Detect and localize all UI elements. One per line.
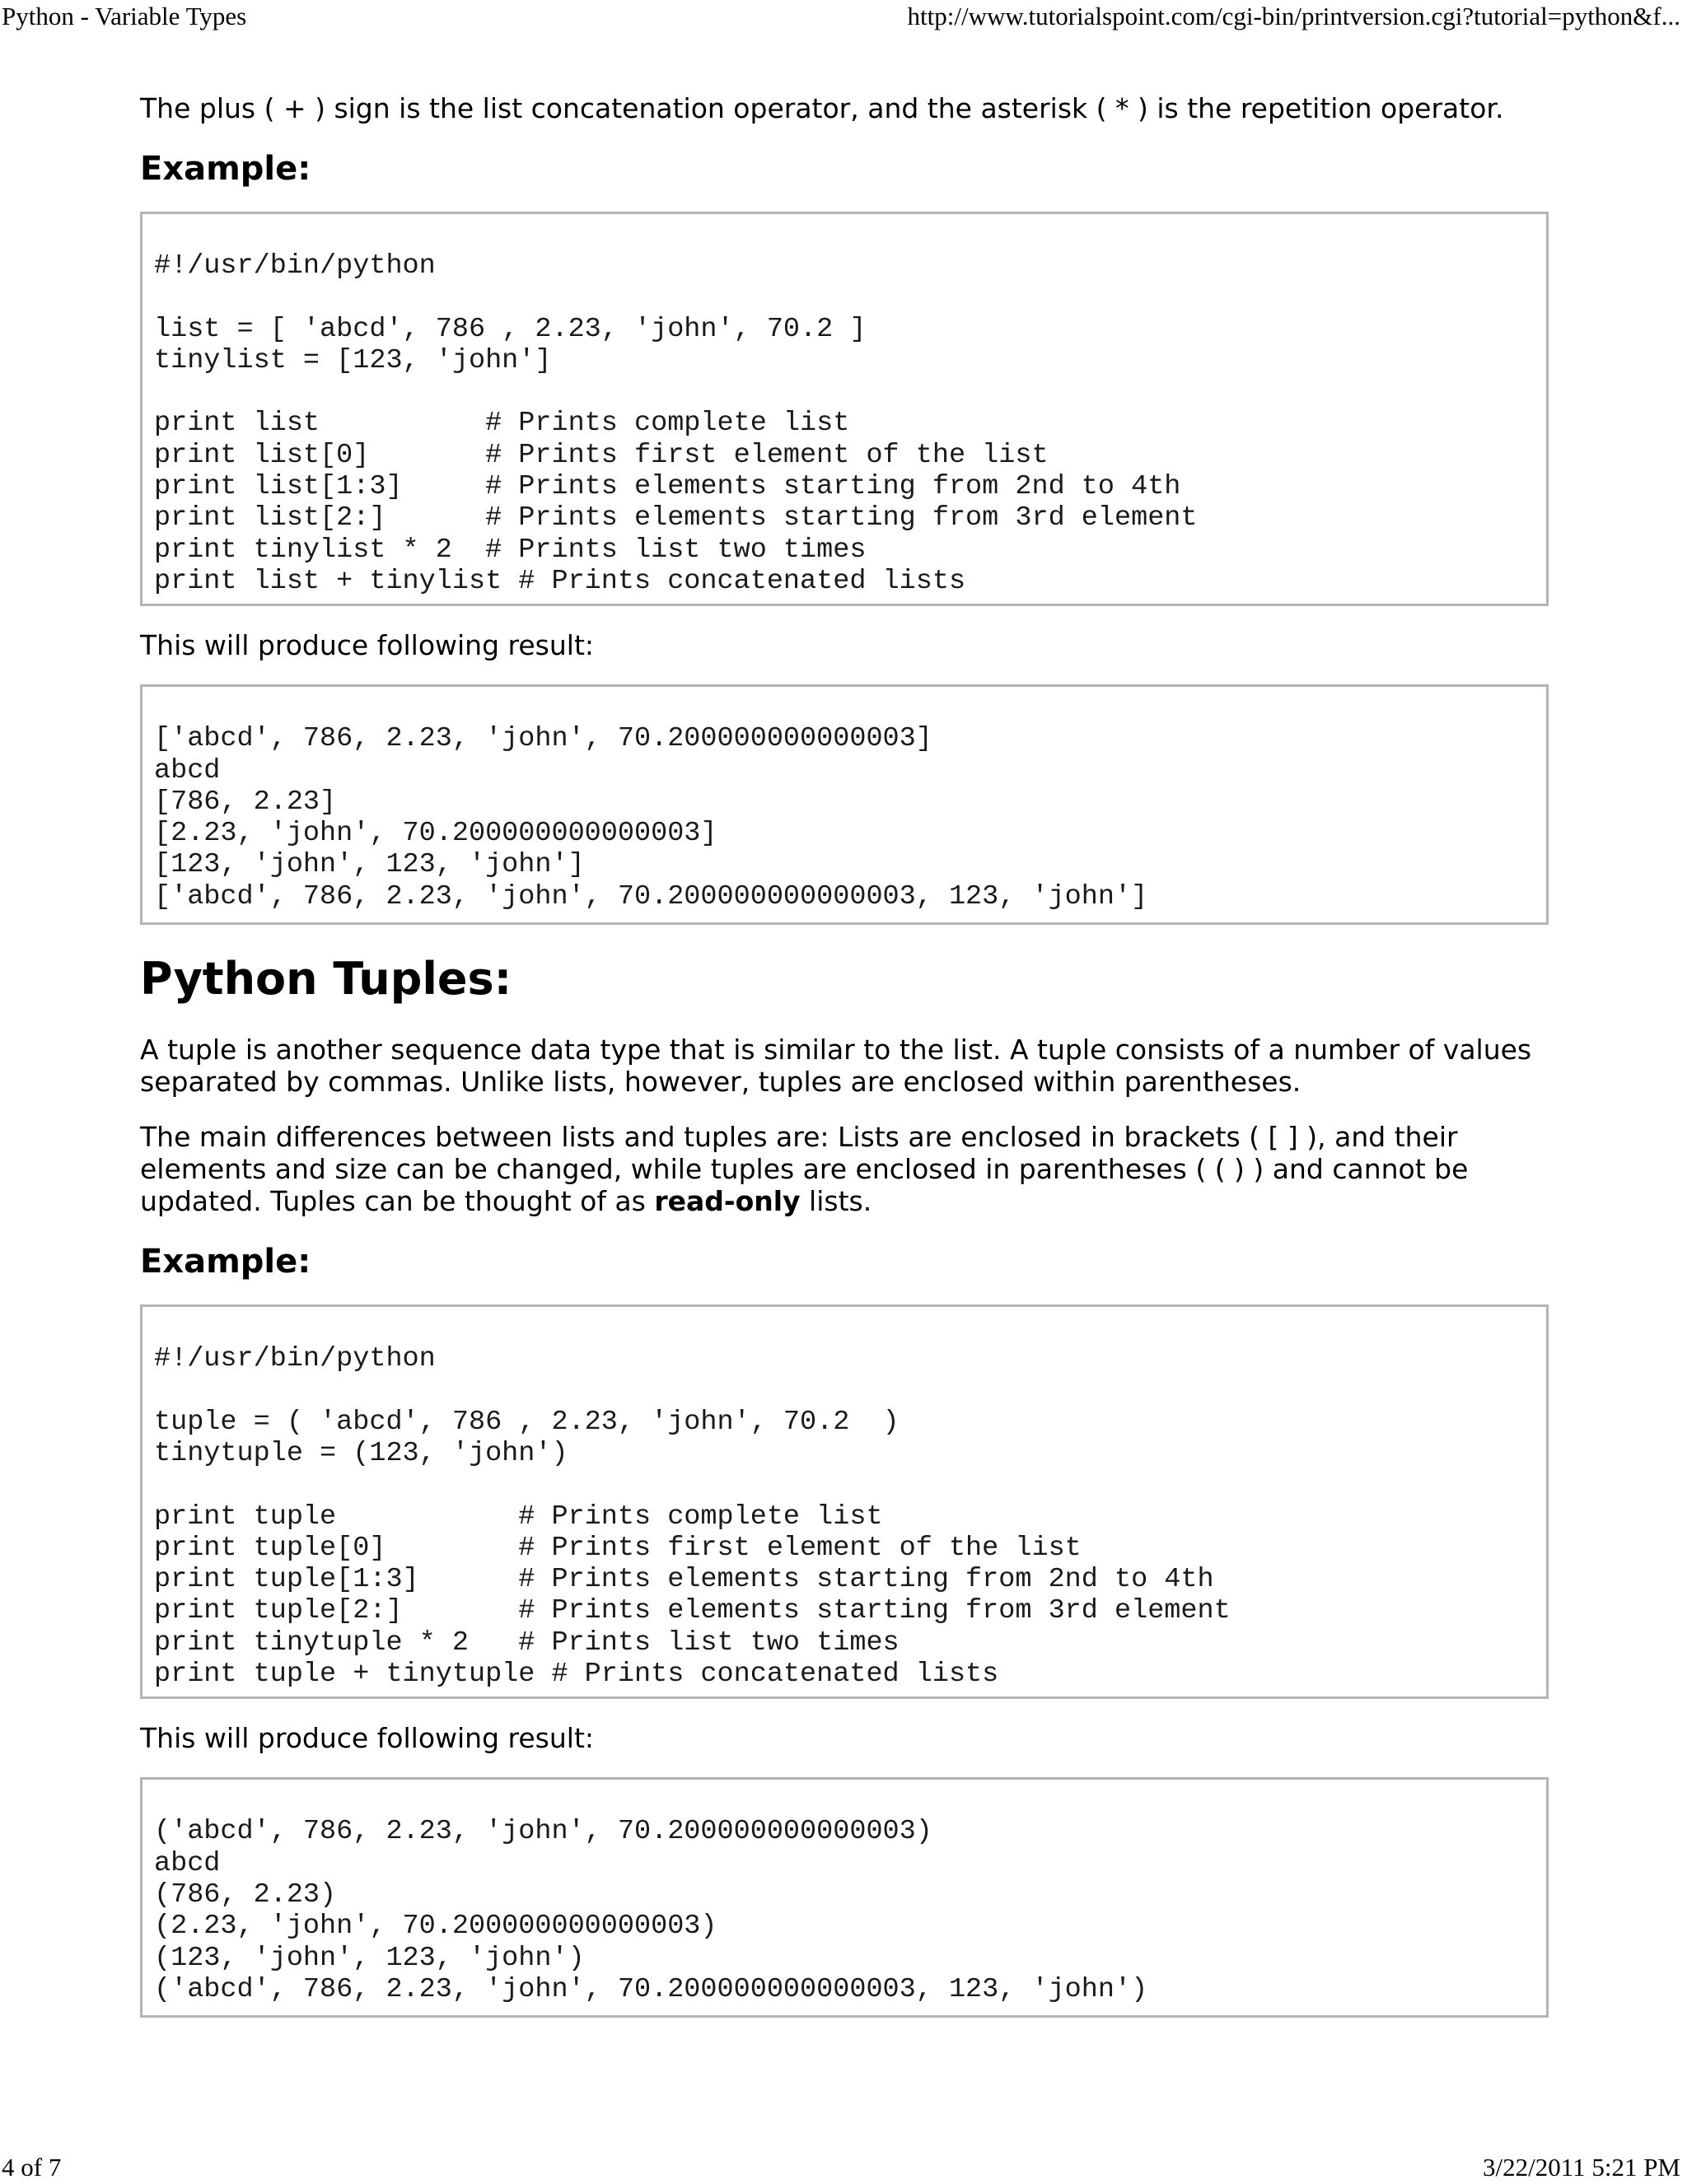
code-line: print list # Prints complete list xyxy=(154,408,850,440)
tuples-paragraph-2 xyxy=(140,1121,1549,1217)
code-line: tinytuple = (123, 'john') xyxy=(154,1437,568,1469)
tuples-paragraph-1: A tuple is another sequence data type that is similar to the list. A tuple consists of a number of values separated by commas. Unlike lists, however, tuples are enclosed within parentheses. xyxy=(140,1034,1532,1099)
code-line xyxy=(154,1469,1535,1500)
output-line: ('abcd', 786, 2.23, 'john', 70.200000000000003) xyxy=(154,1816,932,1848)
page-title: Python - Variable Types xyxy=(2,2,247,30)
code-line: print tuple[2:] # Prints elements starting from 3rd element xyxy=(154,1595,1231,1627)
output-line: ['abcd', 786, 2.23, 'john', 70.200000000000003] xyxy=(154,723,932,755)
code-line: print list[2:] # Prints elements starting from 3rd element xyxy=(154,502,1198,534)
code-line: print tuple + tinytuple # Prints concatenated lists xyxy=(154,1659,999,1691)
code-line: print list[0] # Prints first element of the list xyxy=(154,439,1049,471)
tuple-result-intro: This will produce following result: xyxy=(140,1722,595,1755)
print-footer xyxy=(0,2151,1687,2184)
code-line: print list[1:3] # Prints elements starting from 2nd to 4th xyxy=(154,471,1181,503)
code-line: print tuple # Prints complete list xyxy=(154,1500,883,1533)
output-line: abcd xyxy=(154,1847,221,1879)
output-line: [123, 'john', 123, 'john'] xyxy=(154,849,585,881)
tuple-output-block xyxy=(140,1777,1549,2018)
tuple-code-block xyxy=(140,1304,1549,1699)
article-content xyxy=(140,92,1549,2041)
code-line: list = [ 'abcd', 786 , 2.23, 'john', 70.2 ] xyxy=(154,313,867,345)
code-line: print tinytuple * 2 # Prints list two times xyxy=(154,1626,900,1659)
output-line: (786, 2.23) xyxy=(154,1878,337,1911)
page-url: http://www.tutorialspoint.com/cgi-bin/printversion.cgi?tutorial=python&f... xyxy=(907,2,1680,30)
output-line: (2.23, 'john', 70.200000000000003) xyxy=(154,1911,717,1943)
code-line: tinylist = [123, 'john'] xyxy=(154,344,552,376)
print-datetime: 3/22/2011 5:21 PM xyxy=(1483,2153,1680,2182)
read-only-emphasis: read-only xyxy=(654,1185,801,1218)
output-line: ['abcd', 786, 2.23, 'john', 70.200000000000003, 123, 'john'] xyxy=(154,880,1148,912)
code-line: print list + tinylist # Prints concatenated lists xyxy=(154,565,966,597)
output-line: [786, 2.23] xyxy=(154,786,337,818)
tuples-section-heading: Python Tuples: xyxy=(140,953,512,1006)
list-output-block xyxy=(140,684,1549,925)
code-line xyxy=(154,1374,1535,1406)
output-line: (123, 'john', 123, 'john') xyxy=(154,1942,585,1974)
output-line: ('abcd', 786, 2.23, 'john', 70.200000000000003, 123, 'john') xyxy=(154,1973,1148,2005)
code-line: #!/usr/bin/python xyxy=(154,250,436,282)
code-line xyxy=(154,282,1535,313)
list-code-block xyxy=(140,212,1549,606)
code-line: print tuple[1:3] # Prints elements starting from 2nd to 4th xyxy=(154,1564,1214,1596)
code-line: #!/usr/bin/python xyxy=(154,1343,436,1375)
output-line: [2.23, 'john', 70.200000000000003] xyxy=(154,818,717,850)
print-header xyxy=(0,0,1687,33)
intro-paragraph: The plus ( + ) sign is the list concatenation operator, and the asterisk ( * ) is the repetition operator. xyxy=(140,92,1504,124)
list-example-heading: Example: xyxy=(140,150,311,188)
code-line: print tuple[0] # Prints first element of the list xyxy=(154,1532,1082,1564)
tuples-paragraph-2-tail: lists. xyxy=(800,1185,872,1218)
list-result-intro: This will produce following result: xyxy=(140,629,595,662)
code-line: tuple = ( 'abcd', 786 , 2.23, 'john', 70.2 ) xyxy=(154,1406,900,1438)
code-line xyxy=(154,376,1535,408)
output-line: abcd xyxy=(154,754,221,786)
tuples-paragraph-2-text: The main differences between lists and tuples are: Lists are enclosed in brackets ( [ ] ), and their elements and size can be changed, while tuples are enclosed in parentheses ( ( ) ) and cannot be updated. Tuples can be thought of as xyxy=(140,1121,1469,1218)
code-line: print tinylist * 2 # Prints list two times xyxy=(154,534,867,566)
page-number: 4 of 7 xyxy=(2,2153,62,2182)
tuple-example-heading: Example: xyxy=(140,1243,311,1281)
